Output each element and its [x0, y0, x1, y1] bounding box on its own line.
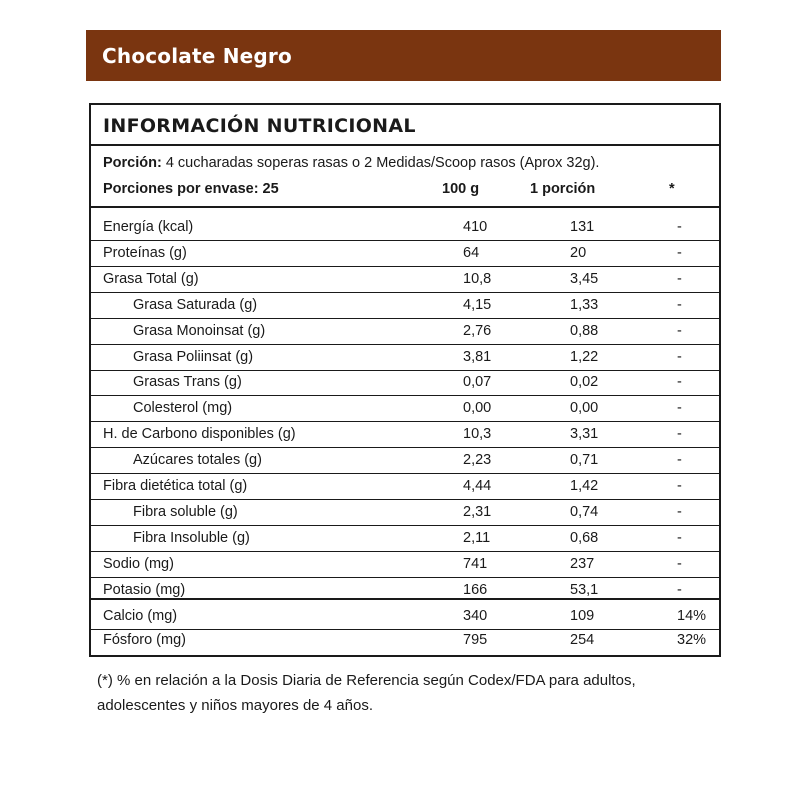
- table-row: [91, 319, 719, 344]
- daily-value-pct: -: [677, 503, 682, 520]
- nutrient-name: Grasas Trans (g): [133, 374, 242, 391]
- daily-value-pct: -: [677, 478, 682, 494]
- nutrient-name: Fósforo (mg): [103, 632, 186, 648]
- daily-value-pct: -: [677, 296, 682, 313]
- value-per-portion: 53,1: [570, 581, 599, 598]
- daily-value-pct: 32%: [677, 632, 707, 648]
- daily-value-pct: 14%: [677, 608, 707, 624]
- footnote: (*) % en relación a la Dosis Diaria de Referencia según Codex/FDA para adultos, adolescentes y niños mayores de 4 años.: [97, 672, 636, 714]
- value-per-100g: 2,76: [463, 322, 492, 339]
- value-per-portion: 0,02: [570, 374, 599, 391]
- table-row: [91, 500, 719, 525]
- table-row: [91, 422, 719, 447]
- value-per-100g: 0,00: [463, 400, 492, 417]
- table-row: [91, 526, 719, 551]
- table-row: [91, 396, 719, 421]
- daily-value-pct: -: [677, 244, 682, 261]
- value-per-portion: 1,22: [570, 348, 599, 365]
- value-per-100g: 10,8: [463, 270, 492, 287]
- nutrient-name: Azúcares totales (g): [133, 452, 262, 469]
- value-per-100g: 3,81: [463, 348, 492, 365]
- table-row: [91, 474, 719, 499]
- nutrient-name: Calcio (mg): [103, 608, 178, 624]
- value-per-100g: 166: [463, 581, 488, 598]
- daily-value-pct: -: [677, 219, 682, 235]
- daily-value-pct: -: [677, 581, 682, 598]
- nutrient-name: Energía (kcal): [103, 219, 194, 235]
- daily-value-pct: -: [677, 322, 682, 339]
- table-row: [91, 267, 719, 292]
- value-per-portion: 109: [570, 608, 595, 624]
- nutrition-facts-panel: [89, 103, 721, 657]
- nutrient-name: Potasio (mg): [103, 581, 186, 598]
- daily-value-pct: -: [677, 348, 682, 365]
- value-per-100g: 4,15: [463, 296, 492, 313]
- table-row: [91, 604, 719, 629]
- value-per-100g: 64: [463, 244, 480, 261]
- value-per-100g: 340: [463, 608, 488, 624]
- value-per-portion: 254: [570, 632, 595, 648]
- value-per-portion: 0,71: [570, 452, 599, 469]
- value-per-portion: 0,74: [570, 503, 599, 520]
- daily-value-pct: -: [677, 452, 682, 469]
- table-row: [91, 293, 719, 318]
- nutrient-name: Colesterol (mg): [133, 400, 233, 417]
- portion-line: [103, 154, 599, 172]
- table-row: [91, 628, 719, 653]
- value-per-100g: 4,44: [463, 478, 492, 494]
- nutrient-name: Fibra dietética total (g): [103, 478, 248, 494]
- value-per-100g: 2,23: [463, 452, 492, 469]
- value-per-portion: 0,88: [570, 322, 599, 339]
- product-title: Chocolate Negro: [86, 30, 721, 81]
- portion-text: 4 cucharadas soperas rasas o 2 Medidas/Scoop rasos (Aprox 32g).: [165, 155, 600, 171]
- nutrient-name: Grasa Monoinsat (g): [133, 322, 266, 339]
- divider: [91, 598, 719, 600]
- daily-value-pct: -: [677, 374, 682, 391]
- header-1-porcion: 1 porción: [530, 181, 596, 197]
- value-per-100g: 10,3: [463, 426, 492, 443]
- value-per-100g: 0,07: [463, 374, 492, 391]
- table-row: [91, 370, 719, 395]
- value-per-100g: 741: [463, 555, 488, 572]
- value-per-portion: 237: [570, 555, 595, 572]
- daily-value-pct: -: [677, 555, 682, 572]
- nutrient-name: Fibra soluble (g): [133, 503, 238, 520]
- value-per-portion: 0,00: [570, 400, 599, 417]
- header-pct: *: [669, 181, 675, 197]
- value-per-100g: 2,31: [463, 503, 492, 520]
- value-per-100g: 410: [463, 219, 488, 235]
- table-row: [91, 448, 719, 473]
- portion-label: Porción:: [103, 155, 162, 171]
- nutrient-name: H. de Carbono disponibles (g): [103, 426, 296, 443]
- table-row: [91, 215, 719, 240]
- table-row: [91, 345, 719, 370]
- table-row: [91, 241, 719, 266]
- daily-value-pct: -: [677, 426, 682, 443]
- divider: [91, 144, 719, 146]
- divider: [91, 206, 719, 208]
- nutrient-name: Grasa Total (g): [103, 270, 199, 287]
- value-per-portion: 131: [570, 219, 595, 235]
- nutrient-name: Fibra Insoluble (g): [133, 529, 250, 546]
- value-per-portion: 3,31: [570, 426, 599, 443]
- nutrient-name: Proteínas (g): [103, 244, 187, 261]
- nutrient-name: Grasa Poliinsat (g): [133, 348, 254, 365]
- nutrient-name: Grasa Saturada (g): [133, 296, 258, 313]
- value-per-portion: 20: [570, 244, 587, 261]
- value-per-portion: 1,42: [570, 478, 599, 494]
- value-per-portion: 0,68: [570, 529, 599, 546]
- nutrition-panel-title: INFORMACIÓN NUTRICIONAL: [103, 115, 416, 137]
- value-per-portion: 3,45: [570, 270, 599, 287]
- daily-value-pct: -: [677, 400, 682, 417]
- value-per-portion: 1,33: [570, 296, 599, 313]
- value-per-100g: 2,11: [463, 529, 491, 546]
- value-per-100g: 795: [463, 632, 488, 648]
- table-row: [91, 552, 719, 577]
- header-100g: 100 g: [442, 181, 480, 197]
- servings-per-container: Porciones por envase: 25: [103, 181, 279, 197]
- daily-value-pct: -: [677, 529, 682, 546]
- daily-value-pct: -: [677, 270, 682, 287]
- nutrient-name: Sodio (mg): [103, 555, 174, 572]
